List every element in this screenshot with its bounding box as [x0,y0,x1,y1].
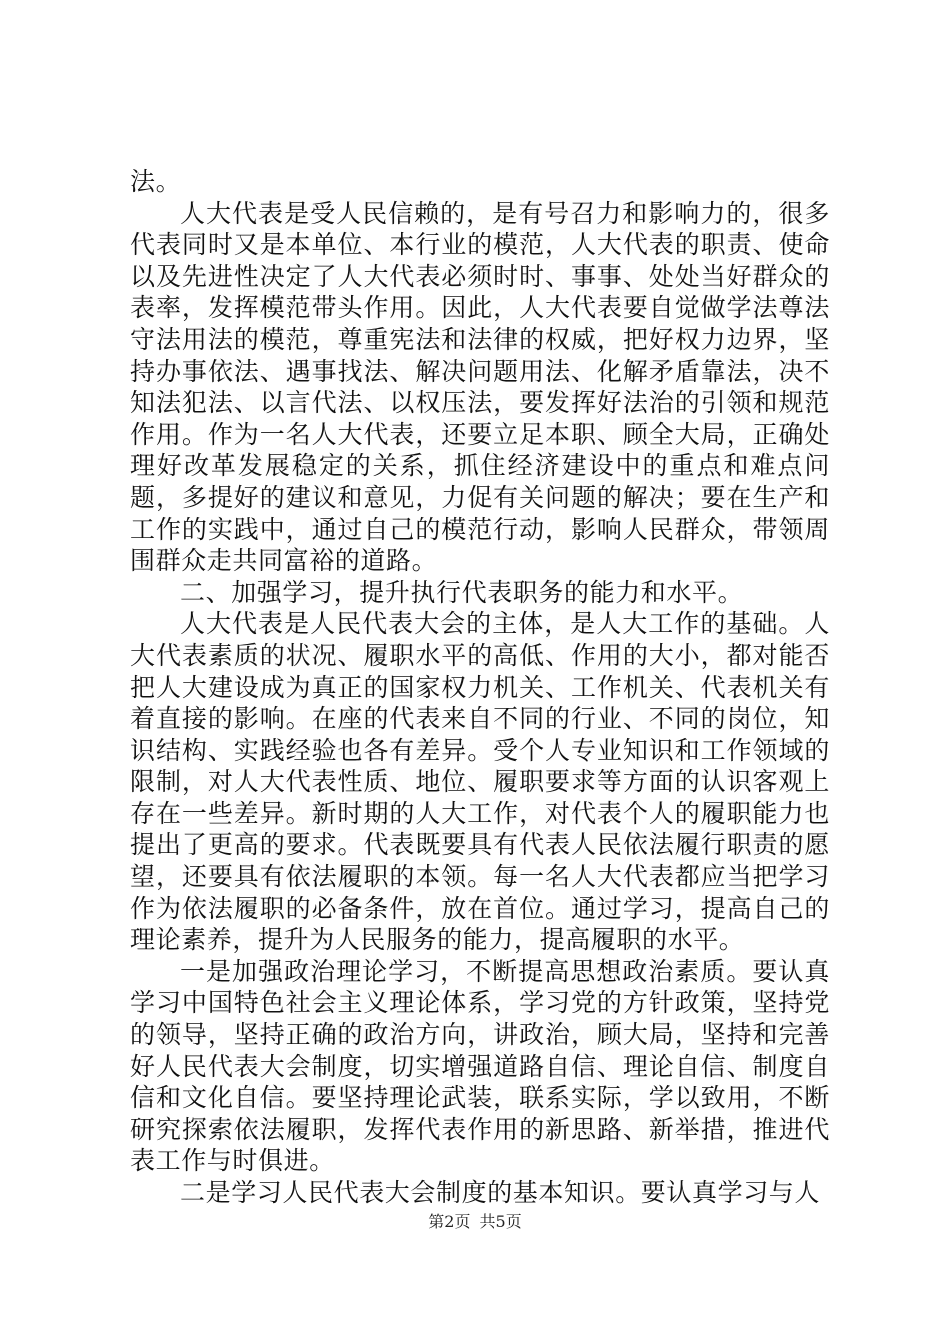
paragraph: 二是学习人民代表大会制度的基本知识。要认真学习与人 [180,1178,821,1207]
page-total: 共5页 [479,1212,522,1231]
section-heading: 二、加强学习，提升执行代表职务的能力和水平。 [180,577,744,607]
page-number: 第2页 [428,1212,471,1231]
paragraph: 人大代表是受人民信赖的，是有号召力和影响力的，很多代表同时又是本单位、本行业的模范，人大代表的职责、使命以及先进性决定了人大代表必须时时、事事、处处当好群众的表率，发挥模范带头作用。因此，人大代表要自觉做学法尊法守法用法的模范，尊重宪法和法律的权威，把好权力边界，坚持办事依法、遇事找法、解决问题用法、化解矛盾靠法，决不知法犯法、以言代法、以权压法，要发挥好法治的引领和规范作用。作为一名人大代表，还要立足本职、顾全大局，正确处理好改革发展稳定的关系，抓住经济建设中的重点和难点问题，多提好的建议和意见，力促有关问题的解决；要在生产和工作的实践中，通过自己的模范行动，影响人民群众，带领周围群众走共同富裕的道路。 [130,198,830,576]
paragraph: 人大代表是人民代表大会的主体，是人大工作的基础。人大代表素质的状况、履职水平的高低、作用的大小，都对能否把人大建设成为真正的国家权力机关、工作机关、代表机关有着直接的影响。在座的代表来自不同的行业、不同的岗位，知识结构、实践经验也各有差异。受个人专业知识和工作领域的限制，对人大代表性质、地位、履职要求等方面的认识客观上存在一些差异。新时期的人大工作，对代表个人的履职能力也提出了更高的要求。代表既要具有代表人民依法履行职责的愿望，还要具有依法履职的本领。每一名人大代表都应当把学习作为依法履职的必备条件，放在首位。通过学习，提高自己的理论素养，提升为人民服务的能力，提高履职的水平。 [130,609,830,955]
paragraph: 法。 [130,167,182,196]
document-body [130,166,830,1209]
page-footer [0,1209,950,1232]
paragraph: 一是加强政治理论学习，不断提高思想政治素质。要认真学习中国特色社会主义理论体系，学习党的方针政策，坚持党的领导，坚持正确的政治方向，讲政治，顾大局，坚持和完善好人民代表大会制度，切实增强道路自信、理论自信、制度自信和文化自信。要坚持理论武装，联系实际，学以致用，不断研究探索依法履职，发挥代表作用的新思路、新举措，推进代表工作与时俱进。 [130,956,830,1176]
